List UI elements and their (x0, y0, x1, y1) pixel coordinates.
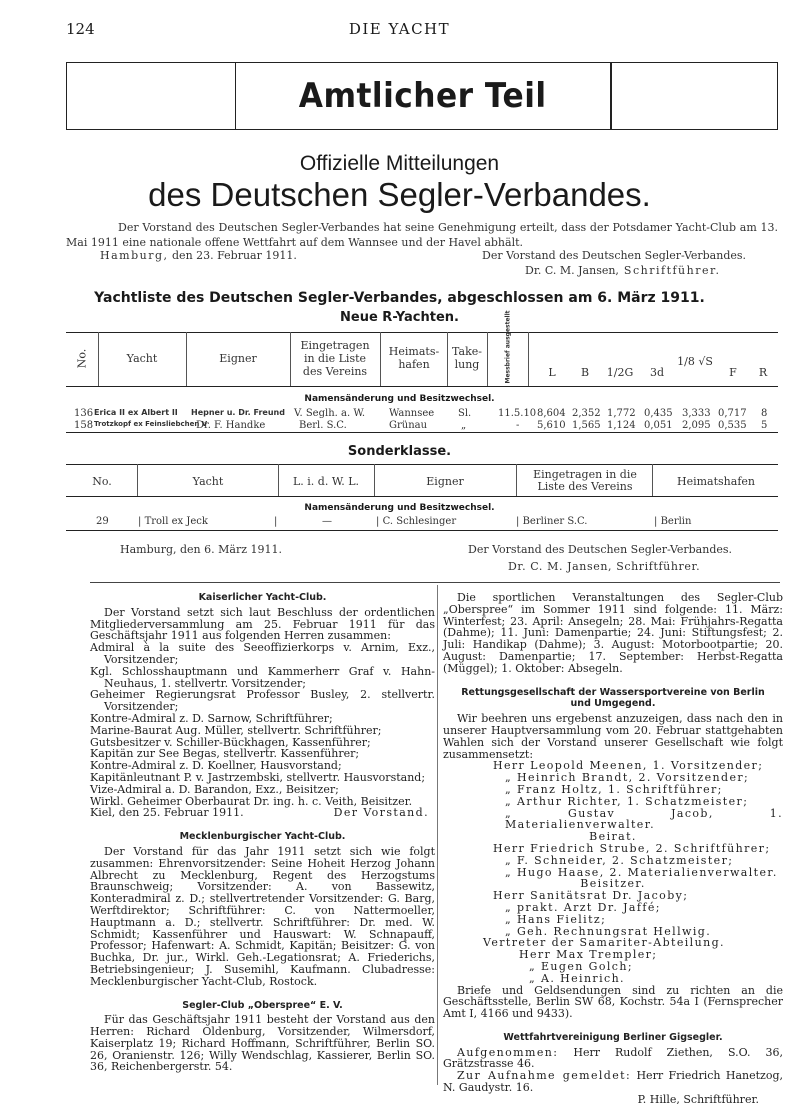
cell-verein: V. Seglh. a. W. (294, 408, 366, 419)
table1-vsep (186, 332, 187, 386)
th2-yacht: Yacht (192, 475, 224, 488)
th-takelung: Take-lung (452, 345, 482, 371)
rettung-line: Herr Friedrich Strube, 2. Schriftführer; (493, 841, 771, 855)
cell-no: 29 (96, 516, 109, 527)
myc-text: Der Vorstand für das Jahr 1911 setzt sich wie folgt zusammen: Ehrenvorsitzender: Seine Hoheit Herzog Johann Albrecht zu Mecklenburg, Regent des Herzogstums Braunschweig; Vorsitzender: A. von Bassewitz, Konteradmiral z. D.; stellvertretender Vorsitzender: G. Barg, Werftdirektor; Schriftführer: C. von Nattermoeller, Hauptmann a. D.; stellvertr. Schriftführer: Dr. med. W. Schmidt; Kassenführer und Hauswart: W. Schnapauff, Professor; Hafenwart: A. Schmidt, Kapitän; Beisitzer: G. von Buchka, Dr. jur., Wirkl. Geh.-Legationsrat; A. Friederichs, Betriebsingenieur; J. Susemihl, Kaufmann. Clubadresse: Mecklenburgischer Yacht-Club, Rostock. (90, 844, 435, 988)
cell-sep: | (274, 516, 278, 527)
rettung-line: „ A. Heinrich. (529, 971, 625, 985)
myc-title: Mecklenburgischer Yacht-Club. (179, 831, 346, 843)
th-R: R (758, 366, 768, 379)
kyc-member: Kapitänleutnant P. v. Jastrzembski, stellvertr. Hausvorstand; (90, 770, 426, 784)
cell-B: 1,565 (572, 420, 601, 431)
th-no (70, 336, 94, 380)
gigsegler-aufgenommen (443, 1047, 783, 1071)
rettung-line: „ Eugen Golch; (529, 959, 633, 973)
rettung-line: Herr Sanitätsrat Dr. Jacoby; (493, 889, 689, 903)
rettung-line: „ Gustav Jacob, 1. Materialienverwalter. (505, 806, 783, 832)
rettung-line: Herr Leopold Meenen, 1. Vorsitzender; (493, 759, 764, 773)
right-column (443, 592, 783, 1104)
table2-vsep (137, 464, 138, 496)
rettung-intro: Wir beehren uns ergebenst anzuzeigen, dass nach den in unserer Hauptversammlung vom 20. Februar stattgehabten Wahlen sich der Vorstand unserer Gesellschaft wie folgt zusammensetzt: (443, 712, 783, 761)
th-hafen: Heimats-hafen (388, 345, 440, 371)
rettung-closing: Briefe und Geldsendungen sind zu richten an die Geschäftsstelle, Berlin SW 68, Kochstr. 54a I (Fernsprecher Amt I, 4166 und 9433). (443, 983, 783, 1021)
th-no-label: No. (75, 348, 89, 368)
table2-top-rule (66, 464, 778, 465)
cell-S: 3,333 (682, 408, 711, 419)
kyc-title: Kaiserlicher Yacht-Club. (198, 592, 327, 603)
table1-section-label: Namensänderung und Besitzwechsel. (304, 394, 495, 404)
kyc-member: Gutsbesitzer v. Schiller-Bückhagen, Kassenführer; (90, 735, 371, 749)
banner-right-box (611, 63, 777, 129)
intro-signer: Dr. C. M. Jansen, (525, 264, 619, 277)
list-footer-sign-org: Der Vorstand des Deutschen Segler-Verbandes. (468, 543, 733, 556)
table2-vsep (374, 464, 375, 496)
rettung-line: „ Hans Fielitz; (505, 912, 607, 926)
rettung-subheading: Vertreter der Samariter-Abteilung. (483, 936, 725, 950)
kyc-sign: Der Vorstand. (333, 806, 429, 820)
gigsegler-gemeldet-label: Zur Aufnahme gemeldet: (457, 1069, 632, 1083)
gigsegler-aufgenommen-label: Aufgenommen: (457, 1045, 559, 1059)
sonderklasse-title: Sonderklasse. (347, 444, 452, 459)
table1-vsep (290, 332, 291, 386)
heading-line1: Offizielle Mitteilungen (299, 152, 500, 175)
table2-vsep (278, 464, 279, 496)
rettung-line: „ Heinrich Brandt, 2. Vorsitzender; (505, 771, 750, 785)
gigsegler-sign: P. Hille, Schriftführer. (637, 1092, 759, 1104)
list-footer-date: Hamburg, den 6. März 1911. (120, 543, 282, 556)
cell-eigner-text: C. Schlesinger (382, 516, 457, 527)
intro-signer-role: Schriftführer. (618, 264, 721, 277)
list-footer-sign-name: Dr. C. M. Jansen, Schriftführer. (508, 560, 701, 573)
cell-d: 0,051 (644, 420, 673, 431)
th2-no: No. (92, 475, 112, 488)
intro-sign-name (525, 264, 721, 277)
gigsegler-gemeldet-text: Herr Friedrich Hanetzog, N. Gaudystr. 16. (443, 1069, 784, 1095)
table1-vsep (447, 332, 448, 386)
cell-G: 1,772 (607, 408, 636, 419)
rettung-subheading: Beisitzer. (580, 877, 646, 891)
banner-left-box (67, 63, 236, 129)
th-verein: Eingetragen in die Liste des Vereins (300, 339, 370, 378)
th-messbrief (490, 309, 526, 384)
cell-F: 0,535 (718, 420, 747, 431)
cell-R: 5 (761, 420, 768, 431)
table1-top-rule (66, 332, 778, 333)
th-3d: 3d (649, 366, 665, 379)
oberspree-title: Segler-Club „Oberspree“ E. V. (182, 999, 343, 1011)
intro-place-date (100, 249, 297, 262)
cell-eigner: Hepner u. Dr. Freund (191, 408, 285, 417)
table2-header-rule (66, 496, 778, 497)
cell-eigner: Dr. F. Handke (196, 420, 266, 431)
oberspree-events: Die sportlichen Veranstaltungen des Segler-Club „Oberspree“ im Sommer 1911 sind folgende: 11. März: Winterfest; 23. April: Ansegeln; 28. Mai: Frühjahrs-Regatta (Dahme); 11. Juni: Damenpartie; 24. Juni: Stiftungsfest; 2. Juli: Handikap (Dahme); 3. August: Motorbootpartie; 20. August: Damenpartie; 17. September: Herbst-Regatta (Müggel); 1. Oktober: Absegeln. (443, 591, 783, 675)
table2-vsep (516, 464, 517, 496)
rettung-line: „ Geh. Rechnungsrat Hellwig. (505, 924, 712, 938)
th2-verein: Eingetragen in die Liste des Vereins (533, 468, 637, 493)
kyc-member: Kapitän zur See Begas, stellvertr. Kassenführer; (90, 747, 360, 761)
rettung-line: „ Arthur Richter, 1. Schatzmeister; (505, 794, 749, 808)
th2-lwl: L. i. d. W. L. (292, 475, 360, 488)
th-yacht: Yacht (126, 352, 158, 365)
table2-section-label: Namensänderung und Besitzwechsel. (304, 503, 495, 513)
th2-eigner: Eigner (426, 475, 464, 488)
cell-yacht: | Troll ex Jeck (138, 516, 208, 527)
cell-lwl: — (322, 516, 332, 527)
section-banner (66, 62, 778, 130)
kyc-member: Marine-Baurat Aug. Müller, stellvertr. Schriftführer; (90, 723, 382, 737)
th-messbrief-label: Messbrief ausgestellt (504, 309, 512, 383)
banner-title: Amtlicher Teil (299, 76, 547, 116)
rettung-line: „ F. Schneider, 2. Schatzmeister; (505, 853, 734, 867)
cell-hafen-text: Berlin (660, 516, 692, 527)
cell-messbrief: 11.5.10 (498, 408, 537, 419)
kyc-member: Geheimer Regierungsrat Professor Busley, 2. stellvertr. Vorsitzender; (90, 688, 435, 714)
table2-bottom-rule (66, 530, 778, 531)
cell-messbrief: - (516, 420, 520, 431)
rettung-subheading: Beirat. (589, 830, 637, 844)
cell-d: 0,435 (644, 408, 673, 419)
table2-vsep (652, 464, 653, 496)
intro-sign-org: Der Vorstand des Deutschen Segler-Verbandes. (482, 249, 747, 262)
cell-no: 136 (74, 408, 94, 419)
table1-vsep (528, 332, 529, 386)
cell-hafen: Grünau (389, 420, 428, 431)
th-L: L (548, 366, 556, 379)
gigsegler-gemeldet (443, 1070, 783, 1094)
cell-yacht: Erica II ex Albert II (94, 408, 178, 417)
cell-eigner: | C. Schlesinger (376, 516, 457, 527)
cell-hafen: | Berlin (654, 516, 692, 527)
th2-hafen: Heimatshafen (677, 475, 755, 488)
cell-hafen: Wannsee (389, 408, 435, 419)
cell-verein-text: Berliner S.C. (522, 516, 588, 527)
table1-header-rule (66, 386, 778, 387)
kyc-intro: Der Vorstand setzt sich laut Beschluss der ordentlichen Mitgliederversammlung am 25. Februar 1911 für das Geschäftsjahr 1911 aus folgenden Herren zusammen: (90, 605, 435, 643)
page-number: 124 (66, 20, 95, 38)
cell-takelung: „ (461, 420, 467, 431)
left-column (90, 592, 435, 1073)
th-eigner: Eigner (219, 352, 257, 365)
intro-date: den 23. Februar 1911. (168, 249, 297, 262)
kyc-member: Kontre-Admiral z. D. Sarnow, Schriftführer; (90, 711, 333, 725)
cell-L: 8,604 (537, 408, 566, 419)
columns-top-rule (90, 582, 780, 583)
kyc-footer (90, 807, 435, 819)
gigsegler-aufgenommen-text: Herr Rudolf Ziethen, S.O. 36, Grätzstrasse 46. (443, 1045, 783, 1071)
table1-vsep (98, 332, 99, 386)
intro-text: Der Vorstand des Deutschen Segler-Verbandes hat seine Genehmigung erteilt, dass der Potsdamer Yacht-Club am 13. Mai 1911 eine nationale offene Wettfahrt auf dem Wannsee und der Havel abhält. (66, 221, 778, 249)
cell-yacht-text: Troll ex Jeck (144, 516, 208, 527)
cell-S: 2,095 (682, 420, 711, 431)
cell-R: 8 (761, 408, 768, 419)
banner-center (236, 63, 611, 129)
kyc-member: Admiral à la suite des Seeoffizierkorps v. Arnim, Exz., Vorsitzender; (90, 641, 435, 666)
heading-line2: des Deutschen Segler-Verbandes. (148, 176, 651, 213)
th-S: 1/8 √S (677, 355, 713, 368)
journal-title: DIE YACHT (348, 20, 451, 38)
th-G: 1/2G (606, 366, 634, 379)
gigsegler-title: Wettfahrtvereinigung Berliner Gigsegler. (503, 1031, 723, 1043)
cell-takelung: Sl. (458, 408, 472, 419)
rettung-line: Herr Max Trempler; (519, 948, 658, 962)
rettung-line: „ Franz Holtz, 1. Schriftführer; (505, 782, 723, 796)
kyc-member: Vize-Admiral a. D. Barandon, Exz., Beisitzer; (90, 782, 339, 796)
kyc-date: Kiel, den 25. Februar 1911. (90, 806, 244, 820)
rettung-line: „ Hugo Haase, 2. Materialienverwalter. (505, 865, 778, 879)
kyc-member: Kgl. Schlosshauptmann und Kammerherr Graf v. Hahn-Neuhaus, 1. stellvertr. Vorsitzender; (90, 664, 435, 690)
cell-verein: | Berliner S.C. (516, 516, 588, 527)
cell-G: 1,124 (607, 420, 636, 431)
cell-no: 158 (74, 420, 94, 431)
rettung-title: Rettungsgesellschaft der Wassersportvereine von Berlin und Umgegend. (461, 686, 765, 710)
cell-L: 5,610 (537, 420, 566, 431)
cell-yacht: Trotzkopf ex Feinsliebchen V (94, 420, 208, 428)
yachtlist-title: Yachtliste des Deutschen Segler-Verbandes, abgeschlossen am 6. März 1911. (94, 290, 705, 306)
intro-place: Hamburg, (100, 249, 169, 262)
cell-F: 0,717 (718, 408, 747, 419)
table1-bottom-rule (66, 432, 778, 433)
kyc-member: Wirkl. Geheimer Oberbaurat Dr. ing. h. c. Veith, Beisitzer. (90, 794, 413, 808)
yachtlist-subtitle: Neue R-Yachten. (340, 310, 459, 325)
cell-B: 2,352 (572, 408, 601, 419)
column-separator (437, 585, 438, 1085)
table1-vsep (487, 332, 488, 386)
cell-verein: Berl. S.C. (299, 420, 347, 431)
rettung-line: „ prakt. Arzt Dr. Jaffé; (505, 900, 661, 914)
kyc-member: Kontre-Admiral z. D. Koellner, Hausvorstand; (90, 759, 342, 773)
th-F: F (729, 366, 737, 379)
oberspree-text: Für das Geschäftsjahr 1911 besteht der Vorstand aus den Herren: Richard Oldenburg, Vorsitzender, Wilmersdorf, Kaiserplatz 19; Richard Hoffmann, Schriftführer, Berlin SO. 26, Oranienstr. 126; Willy Wendschlag, Kassierer, Berlin SO. 36, Reichenbergerstr. 54. (90, 1013, 435, 1074)
table1-vsep (380, 332, 381, 386)
th-B: B (580, 366, 590, 379)
